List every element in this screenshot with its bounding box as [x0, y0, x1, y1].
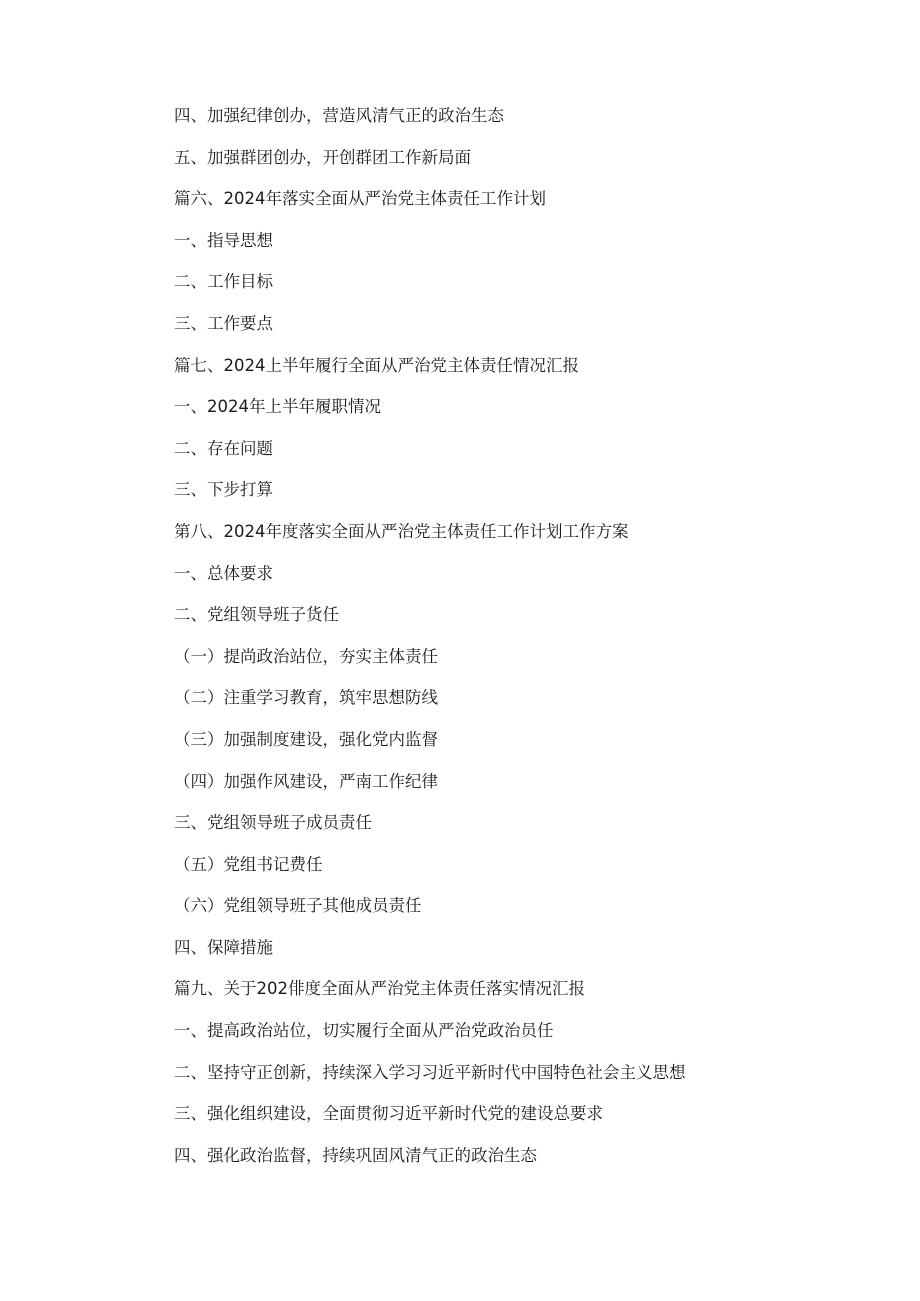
toc-line: 三、下步打算 [174, 480, 273, 500]
toc-line: 二、党组领导班子货任 [174, 605, 339, 625]
toc-line: 四、保障措施 [174, 937, 273, 957]
toc-line: 篇六、2024年落实全面从严治党主体责任工作计划 [174, 189, 546, 209]
toc-line: 篇九、关于202俳度全面从严治党主体责任落实情况汇报 [174, 979, 585, 999]
toc-line: 三、强化组织建设，全面贯彻习近平新时代党的建设总要求 [174, 1104, 603, 1124]
toc-line: （二）注重学习教育，筑牢思想防线 [174, 688, 438, 708]
toc-line: 三、工作要点 [174, 313, 273, 333]
toc-line: （五）党组书记费任 [174, 854, 323, 874]
table-of-contents [174, 104, 686, 1185]
toc-line: 一、指导思想 [174, 230, 273, 250]
toc-line: 篇七、2024上半年履行全面从严治党主体责任情况汇报 [174, 355, 579, 375]
toc-line: 二、工作目标 [174, 272, 273, 292]
toc-line: （一）提尚政治站位，夯实主体责任 [174, 646, 438, 666]
toc-line: （三）加强制度建设，强化党内监督 [174, 729, 438, 749]
toc-line: 一、总体要求 [174, 563, 273, 583]
toc-line: （四）加强作风建设，严南工作纪律 [174, 771, 438, 791]
toc-line: 一、提高政治站位，切实履行全面从严治党政治员任 [174, 1021, 554, 1041]
toc-line: 第八、2024年度落实全面从严治党主体责任工作计划工作方案 [174, 521, 629, 541]
toc-line: 五、加强群团创办，开创群团工作新局面 [174, 147, 471, 167]
toc-line: （六）党组领导班子其他成员责任 [174, 896, 422, 916]
toc-line: 二、坚持守正创新，持续深入学习习近平新时代中国特色社会主义思想 [174, 1062, 686, 1082]
toc-line: 三、党组领导班子成员责任 [174, 813, 372, 833]
toc-line: 二、存在问题 [174, 438, 273, 458]
toc-line: 四、加强纪律创办，营造风清气正的政治生态 [174, 106, 504, 125]
toc-line: 四、强化政治监督，持续巩固风清气正的政治生态 [174, 1145, 537, 1165]
toc-line: 一、2024年上半年履职情况 [174, 397, 381, 417]
